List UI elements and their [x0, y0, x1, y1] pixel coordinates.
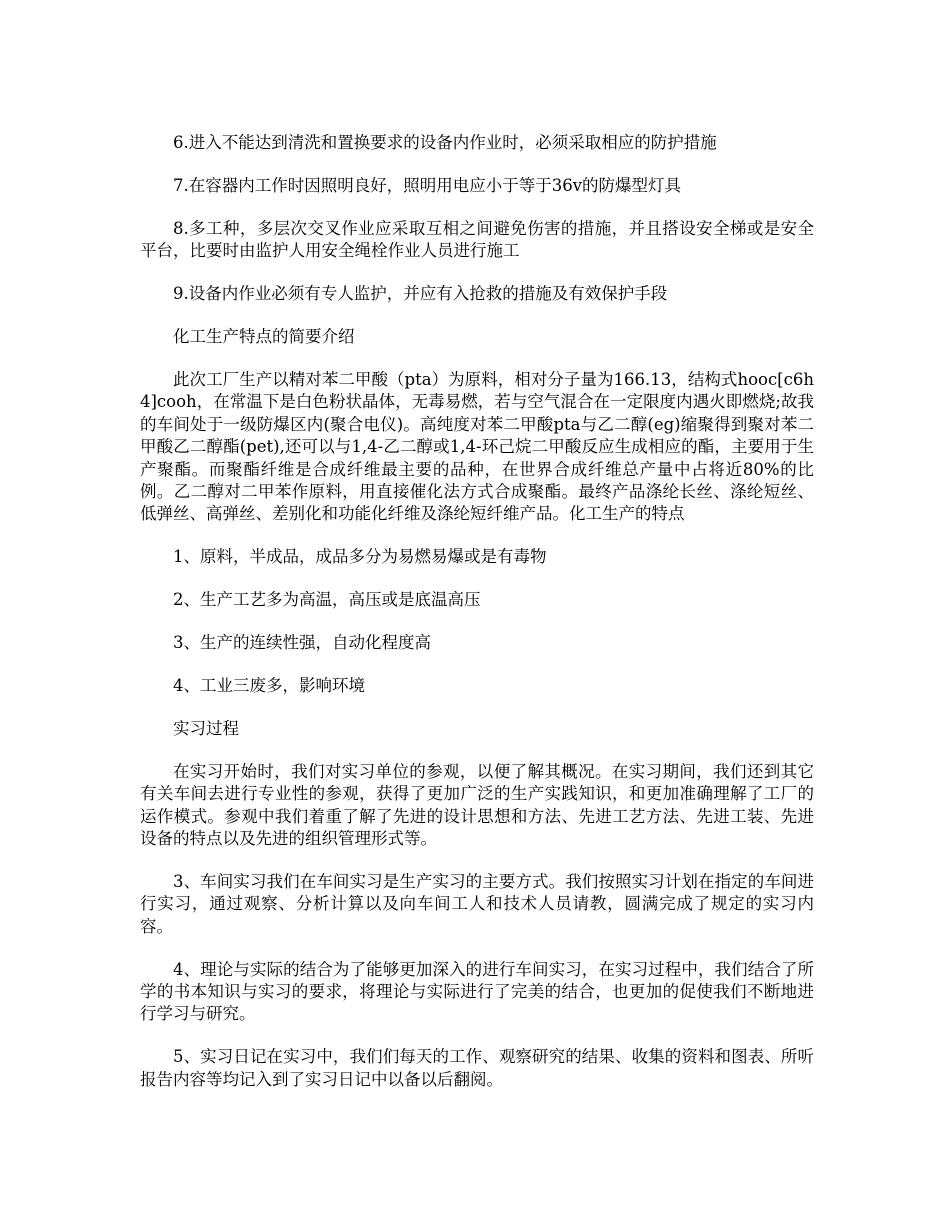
paragraph-theory-practice: 4、理论与实际的结合为了能够更加深入的进行车间实习，在实习过程中，我们结合了所学的书本知识与实习的要求，将理论与实际进行了完美的结合，也更加的促使我们不断地进行学习与研究。 — [140, 959, 814, 1024]
feature-item-4: 4、工业三废多，影响环境 — [173, 676, 365, 695]
paragraph-pta-description: 此次工厂生产以精对苯二甲酸（pta）为原料，相对分子量为166.13，结构式hooc[c6h4]cooh，在常温下是白色粉状晶体，无毒易燃，若与空气混合在一定限度内遇火即燃烧;故我的车间处于一级防爆区内(聚合电仪)。高纯度对苯二甲酸pta与乙二醇(eg)缩聚得到聚对苯二甲酸乙二醇酯(pet),还可以与1,4-乙二醇或1,4-环己烷二甲酸反应生成相应的酯，主要用于生产聚酯。而聚酯纤维是合成纤维最主要的品种，在世界合成纤维总产量中占将近80%的比例。乙二醇对二甲苯作原料，用直接催化法方式合成聚酯。最终产品涤纶长丝、涤纶短丝、低弹丝、高弹丝、差别化和功能化纤维及涤纶短纤维产品。化工生产的特点 — [140, 369, 814, 524]
paragraph-item-7: 7.在容器内工作时因照明良好，照明用电应小于等于36v的防爆型灯具 — [173, 175, 682, 195]
paragraph-internship-diary: 5、实习日记在实习中，我们们每天的工作、观察研究的结果、收集的资料和图表、所听报告内容等均记入到了实习日记中以备以后翻阅。 — [140, 1047, 814, 1089]
paragraph-internship-start: 在实习开始时，我们对实习单位的参观，以便了解其概况。在实习期间，我们还到其它有关车间去进行专业性的参观，获得了更加广泛的生产实践知识，和更加准确理解了工厂的运作模式。参观中我们着重了解了先进的设计思想和方法、先进工艺方法、先进工装、先进设备的特点以及先进的组织管理形式等。 — [140, 761, 814, 849]
document-body — [140, 132, 814, 1112]
feature-item-3: 3、生产的连续性强，自动化程度高 — [173, 633, 431, 653]
section-heading-chemical-production: 化工生产特点的简要介绍 — [173, 327, 355, 347]
section-heading-internship-process: 实习过程 — [173, 718, 239, 738]
paragraph-item-9: 9.设备内作业必须有专人监护，并应有入抢救的措施及有效保护手段 — [173, 284, 668, 304]
feature-item-1: 1、原料，半成品，成品多分为易燃易爆或是有毒物 — [173, 547, 547, 567]
paragraph-workshop-internship: 3、车间实习我们在车间实习是生产实习的主要方式。我们按照实习计划在指定的车间进行实习，通过观察、分析计算以及向车间工人和技术人员请教，圆满完成了规定的实习内容。 — [140, 871, 814, 936]
paragraph-item-8: 8.多工种，多层次交叉作业应采取互相之间避免伤害的措施，并且搭设安全梯或是安全平台，比要时由监护人用安全绳栓作业人员进行施工 — [140, 218, 814, 261]
feature-item-2: 2、生产工艺多为高温，高压或是底温高压 — [173, 590, 481, 610]
paragraph-item-6: 6.进入不能达到清洗和置换要求的设备内作业时，必须采取相应的防护措施 — [173, 133, 717, 152]
